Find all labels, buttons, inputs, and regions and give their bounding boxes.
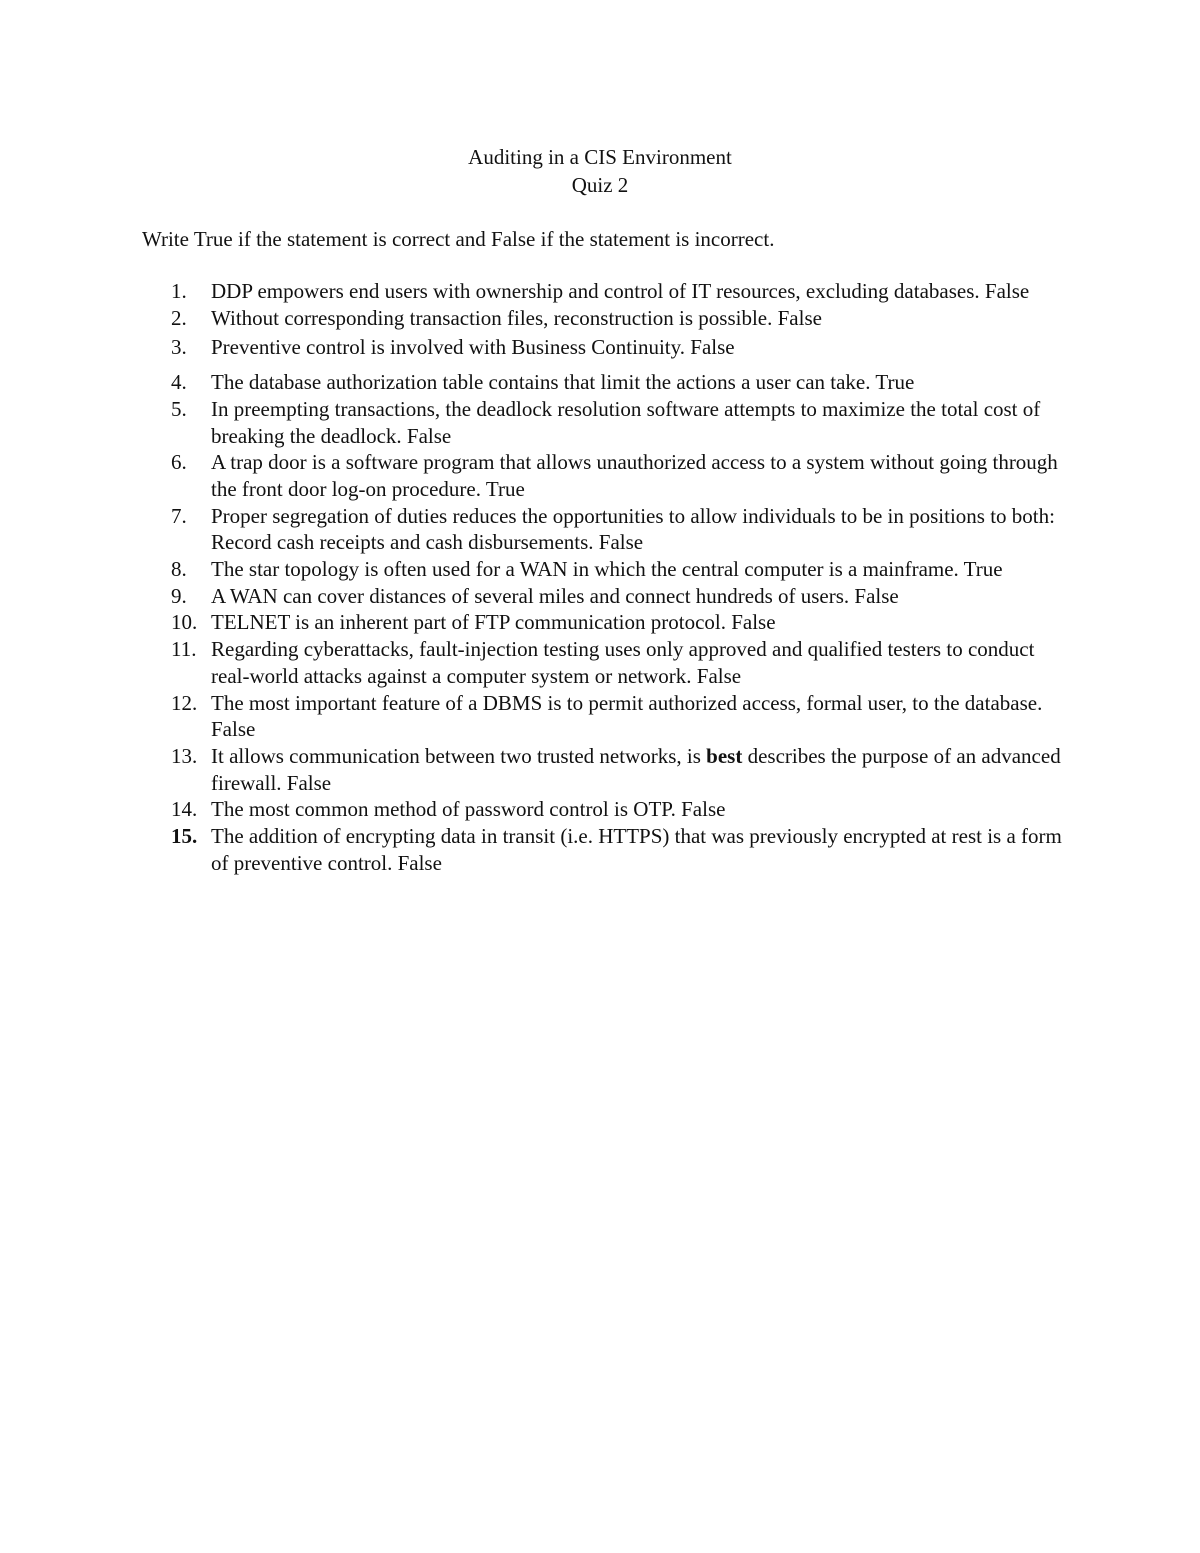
question-number: 4. [171, 370, 187, 395]
question-text: Proper segregation of duties reduces the opportunities to allow individuals to be in positions to both: Record cash receipts and cash disbursements. False [211, 503, 1055, 555]
question-text-part: It allows communication between two trusted networks, is [211, 743, 707, 768]
list-item [171, 449, 1071, 502]
list-item [171, 305, 1071, 332]
question-text: The most important feature of a DBMS is to permit authorized access, formal user, to the database. False [211, 690, 1043, 742]
question-text: Without corresponding transaction files, reconstruction is possible. False [211, 305, 822, 330]
question-list [171, 278, 1071, 876]
question-text: The star topology is often used for a WAN in which the central computer is a mainframe. True [211, 557, 1003, 582]
list-item [171, 609, 1071, 636]
question-text-part: describes the purpose of an advanced firewall. False [211, 743, 1061, 795]
question-text: In preempting transactions, the deadlock resolution software attempts to maximize the total cost of breaking the deadlock. False [211, 396, 1041, 448]
question-text: Preventive control is involved with Business Continuity. False [211, 335, 735, 360]
list-item [171, 278, 1071, 305]
question-number: 9. [171, 583, 187, 608]
question-number: 11. [171, 637, 197, 662]
question-number: 13. [171, 743, 198, 768]
instructions-text: Write True if the statement is correct and False if the statement is incorrect. [142, 227, 775, 251]
list-item [171, 636, 1071, 689]
document-title: Auditing in a CIS Environment [468, 145, 732, 169]
list-item [171, 823, 1071, 876]
question-number: 7. [171, 503, 187, 528]
list-item [171, 369, 1071, 396]
document-header [0, 143, 1200, 199]
question-text: TELNET is an inherent part of FTP communication protocol. False [211, 610, 776, 635]
document-subtitle: Quiz 2 [571, 173, 629, 197]
question-text: A trap door is a software program that allows unauthorized access to a system without going through the front door log-on procedure. True [211, 450, 1058, 501]
question-number: 1. [171, 279, 187, 303]
list-item [171, 396, 1071, 449]
question-text-emphasis: best [706, 743, 743, 768]
question-number: 14. [171, 797, 198, 822]
list-item [171, 503, 1071, 556]
question-number: 8. [171, 557, 187, 582]
question-number: 12. [171, 690, 198, 715]
list-item [171, 743, 1071, 796]
list-item [171, 583, 1071, 610]
question-text: Regarding cyberattacks, fault-injection testing uses only approved and qualified testers to conduct real-world attacks against a computer system or network. False [211, 637, 1035, 688]
question-number: 3. [171, 335, 187, 360]
question-text: DDP empowers end users with ownership and control of IT resources, excluding databases. False [211, 279, 1030, 303]
question-text: The most common method of password control is OTP. False [211, 797, 726, 822]
list-item [171, 796, 1071, 823]
question-text [211, 744, 1061, 795]
question-text: The addition of encrypting data in transit (i.e. HTTPS) that was previously encrypted at rest is a form of preventive control. False [211, 824, 1062, 875]
question-number: 5. [171, 396, 187, 421]
question-number: 2. [171, 305, 187, 330]
list-item [171, 334, 1071, 361]
question-text: The database authorization table contains that limit the actions a user can take. True [211, 370, 915, 395]
question-number: 15. [171, 824, 198, 849]
question-text: A WAN can cover distances of several miles and connect hundreds of users. False [211, 583, 899, 608]
list-item [171, 556, 1071, 583]
question-number: 6. [171, 450, 187, 475]
list-item [171, 690, 1071, 743]
question-number: 10. [171, 610, 198, 635]
